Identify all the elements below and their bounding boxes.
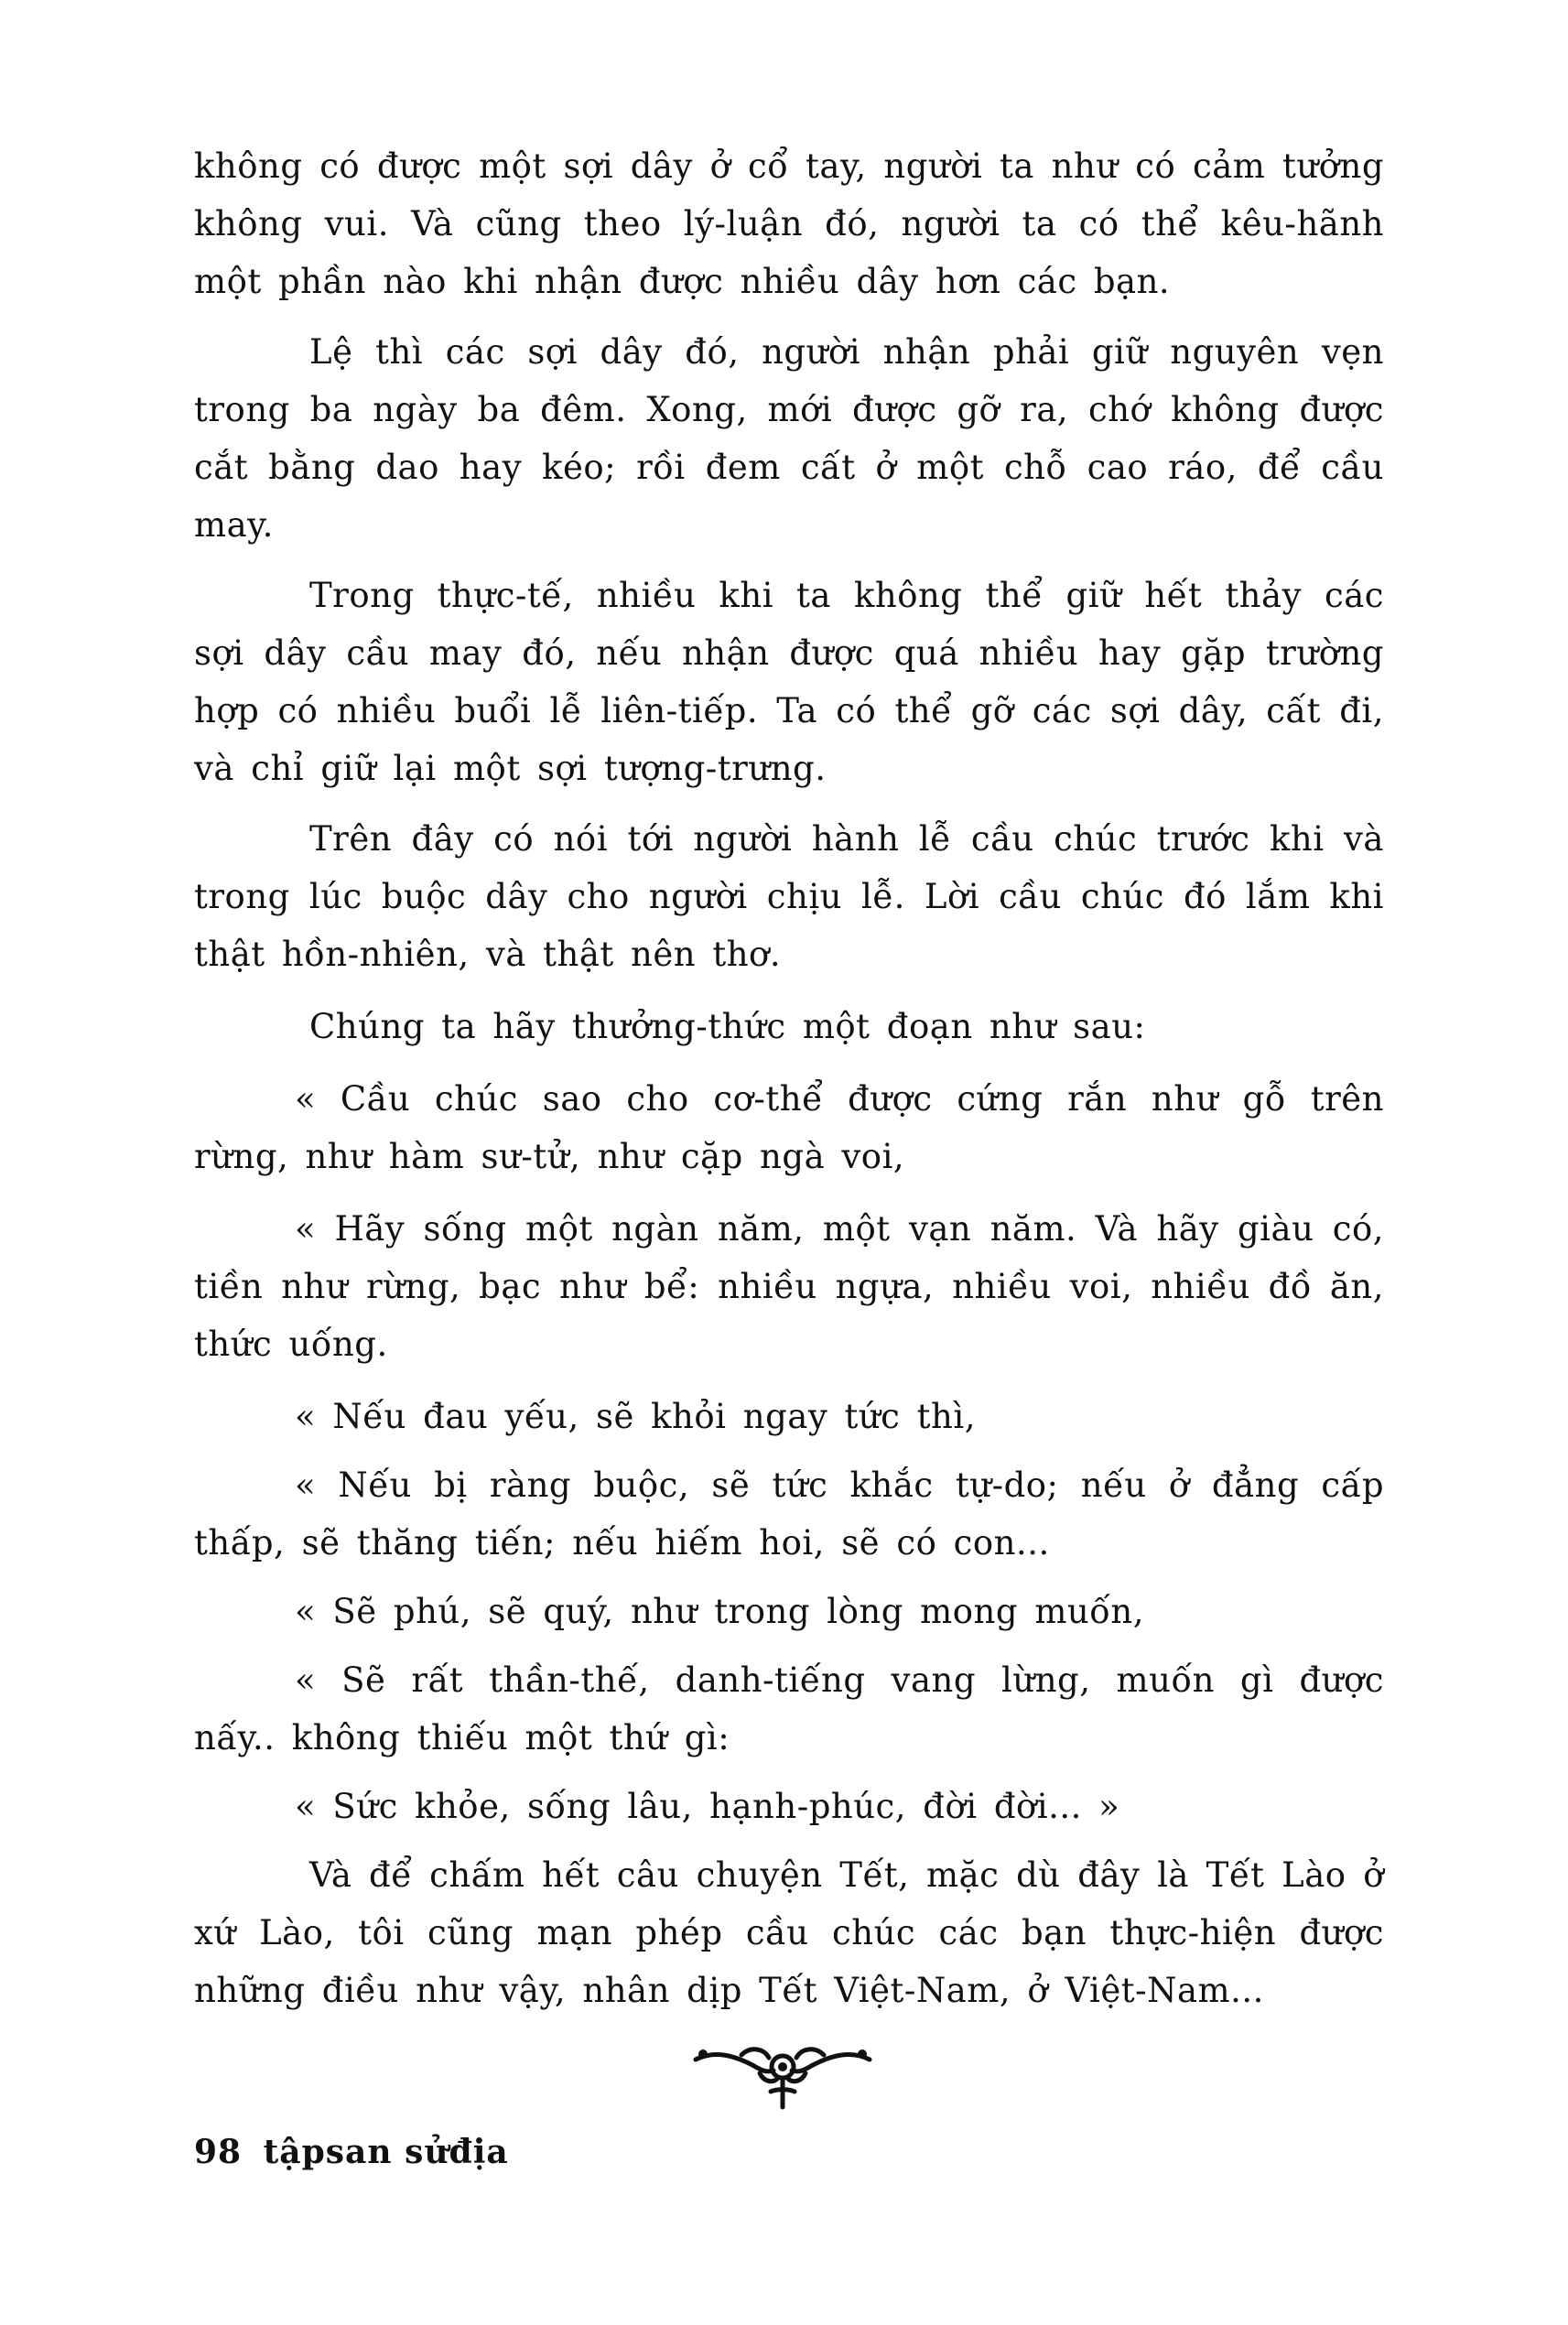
paragraph-custom-rules: Lệ thì các sợi dây đó, người nhận phải giữ nguyên vẹn trong ba ngày ba đêm. Xong, mới được gỡ ra, chớ không được cắt bằng dao hay kéo; rồi đem cất ở một chỗ cao ráo, để cầu may. bbox=[194, 332, 1384, 545]
paragraph-lead-in: Chúng ta hãy thưởng-thức một đoạn như sau: bbox=[309, 1007, 1146, 1046]
quote-line-3: « Nếu đau yếu, sẽ khỏi ngay tức thì, bbox=[295, 1397, 976, 1436]
quote-line-1: « Cầu chúc sao cho cơ-thể được cứng rắn như gỗ trên rừng, như hàm sư-tử, như cặp ngà voi, bbox=[194, 1079, 1384, 1176]
page-footer bbox=[194, 2133, 509, 2171]
quote-line-6: « Sẽ rất thần-thế, danh-tiếng vang lừng, muốn gì được nấy.. không thiếu một thứ gì: bbox=[194, 1660, 1384, 1757]
quote-line-4: « Nếu bị ràng buộc, sẽ tức khắc tự-do; nếu ở đẳng cấp thấp, sẽ thăng tiến; nếu hiếm hoi, sẽ có con... bbox=[194, 1465, 1384, 1563]
fleuron-ornament-icon bbox=[687, 2023, 879, 2114]
page-body bbox=[194, 137, 1384, 2019]
paragraph-closing: Và để chấm hết câu chuyện Tết, mặc dù đây là Tết Lào ở xứ Lào, tôi cũng mạn phép cầu chúc các bạn thực-hiện được những điều như vậy, nhân dịp Tết Việt-Nam, ở Việt-Nam... bbox=[194, 1855, 1384, 2010]
paragraph-blessing-intro: Trên đây có nói tới người hành lễ cầu chúc trước khi và trong lúc buộc dây cho người chịu lễ. Lời cầu chúc đó lắm khi thật hồn-nhiên, và thật nên thơ. bbox=[194, 819, 1384, 974]
quote-line-7: « Sức khỏe, sống lâu, hạnh-phúc, đời đời... » bbox=[295, 1787, 1120, 1826]
publication-name: tậpsan sửđịa bbox=[263, 2133, 509, 2171]
paragraph-continuation: không có được một sợi dây ở cổ tay, người ta như có cảm tưởng không vui. Và cũng theo lý-luận đó, người ta có thể kêu-hãnh một phần nào khi nhận được nhiều dây hơn các bạn. bbox=[194, 146, 1384, 301]
page-number: 98 bbox=[194, 2133, 243, 2171]
quote-line-5: « Sẽ phú, sẽ quý, như trong lòng mong muốn, bbox=[295, 1592, 1144, 1631]
paragraph-practice: Trong thực-tế, nhiều khi ta không thể giữ hết thảy các sợi dây cầu may đó, nếu nhận được quá nhiều hay gặp trường hợp có nhiều buổi lễ liên-tiếp. Ta có thể gỡ các sợi dây, cất đi, và chỉ giữ lại một sợi tượng-trưng. bbox=[194, 576, 1384, 788]
quote-line-2: « Hãy sống một ngàn năm, một vạn năm. Và hãy giàu có, tiền như rừng, bạc như bể: nhiều ngựa, nhiều voi, nhiều đồ ăn, thức uống. bbox=[194, 1209, 1384, 1364]
